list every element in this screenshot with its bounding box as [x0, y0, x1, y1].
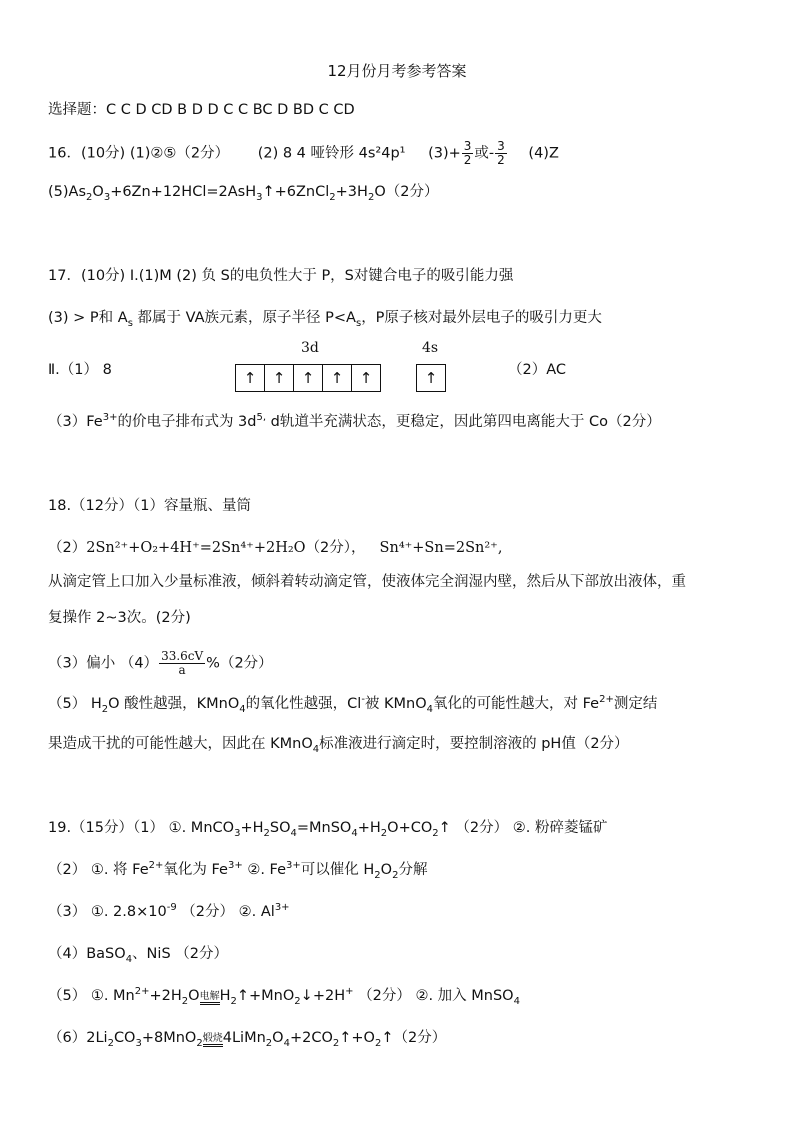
- sub: 3: [256, 191, 263, 203]
- condition-label: 电解: [199, 991, 220, 1002]
- t: 氧化的可能性越大，对 Fe: [433, 696, 600, 712]
- q19-line4: [48, 944, 228, 964]
- t: 氧化为 Fe: [163, 862, 228, 878]
- t: O 酸性越强，KMnO: [108, 696, 240, 712]
- q16-or: 或-: [474, 145, 495, 162]
- q16-line1: [48, 140, 559, 167]
- t: （5） ①. Mn: [48, 988, 135, 1004]
- q16-part4: (4)Z: [528, 145, 559, 162]
- sub: 2: [392, 869, 399, 881]
- sub: 3: [234, 827, 241, 839]
- sub: 2: [374, 1037, 382, 1049]
- q18-line5: [48, 650, 273, 677]
- q18-line1: 18.（12分）（1）容量瓶、量筒: [48, 498, 251, 514]
- orbital-label-3d: 3d: [301, 340, 319, 356]
- t: O: [188, 988, 200, 1004]
- q16-p5-i: +3H: [335, 184, 368, 200]
- sub: 4: [125, 953, 133, 965]
- q17-line1: 17．(10分) Ⅰ.(1)M (2) 负 S的电负性大于 P，S对键合电子的吸引能力强: [48, 268, 514, 284]
- orbital-box: ↑: [322, 364, 352, 392]
- q18-frac-num: 33.6cV: [161, 649, 204, 663]
- t: 测定结: [613, 696, 658, 712]
- t: （4）BaSO: [48, 946, 126, 962]
- q19-line3: [48, 902, 290, 922]
- q16-line2: [48, 182, 438, 202]
- double-bar: [200, 1002, 220, 1005]
- t: ↑+MnO: [236, 988, 295, 1004]
- calcination-condition: [203, 1033, 223, 1052]
- q18-l5-a: （3）偏小 （4）: [48, 655, 159, 672]
- t: 19.（15分）（1） ①. MnCO: [48, 820, 235, 836]
- sub: s: [355, 317, 362, 329]
- sup: 3+: [227, 860, 243, 872]
- condition-label: 煅烧: [202, 1033, 223, 1044]
- q16-head: 16．(10分) (1)②⑤（2分）: [48, 145, 230, 162]
- sup: 2+: [599, 694, 614, 706]
- q17-l2-e: ，P原子核对最外层电子的吸引力更大: [361, 310, 602, 326]
- t: （6）2Li: [48, 1030, 108, 1046]
- t: 分解: [398, 862, 428, 878]
- t: ↓+2H: [300, 988, 346, 1004]
- sub: s: [127, 317, 133, 329]
- sup: 2+: [134, 986, 150, 998]
- sub: 2: [230, 995, 237, 1007]
- sub: 2: [181, 995, 189, 1007]
- t: +H: [240, 820, 264, 836]
- q18-l5-b: %（2分）: [206, 655, 273, 672]
- sup: 3+: [102, 412, 118, 424]
- q16-p5-k: O（2分）: [374, 184, 439, 200]
- sub: 2: [196, 1037, 203, 1049]
- t: （5） H: [48, 696, 102, 712]
- t: SO: [269, 820, 291, 836]
- q16-p5-c: O: [92, 184, 104, 200]
- t: 可以催化 H: [300, 862, 375, 878]
- t: ↑+O: [339, 1030, 375, 1046]
- choice-answers: 选择题：C C D CD B D D C C BC D BD C CD: [48, 102, 355, 118]
- q17-l2-c: 都属于 VA族元素，原子半径 P<A: [132, 310, 356, 326]
- q18-line4: 复操作 2~3次。(2分): [48, 610, 191, 626]
- q18-l2-a: （2）: [48, 540, 87, 556]
- t: 的氧化性越强，Cl: [245, 696, 362, 712]
- sub: 2: [380, 827, 388, 839]
- q17-l4-a: （3）Fe: [48, 414, 103, 430]
- q16-part3-prefix: (3): [428, 145, 449, 162]
- t: O: [380, 862, 393, 878]
- q17-l4-e: d轨道半充满状态，更稳定，因此第四电离能大于 Co（2分）: [266, 414, 661, 430]
- q16-part2: (2) 8 4 哑铃形 4s²4p¹: [257, 145, 406, 162]
- t: +2CO: [289, 1030, 333, 1046]
- sub: 4: [239, 703, 246, 715]
- q16-frac1-den: 2: [463, 153, 472, 167]
- sub: 2: [263, 827, 270, 839]
- orbital-box: ↑: [351, 364, 381, 392]
- orbital-box: ↑: [293, 364, 323, 392]
- q18-equation-1: 2Sn²⁺+O₂+4H⁺=2Sn⁴⁺+2H₂O: [86, 540, 306, 556]
- sub: 2: [432, 827, 439, 839]
- orbital-box: ↑: [264, 364, 294, 392]
- q18-line7: [48, 734, 629, 754]
- t: H: [219, 988, 231, 1004]
- double-bar: [203, 1044, 223, 1047]
- q19-line5: [48, 982, 520, 1010]
- sup: -: [361, 694, 365, 706]
- q17-line2: [48, 308, 602, 328]
- q19-line2: [48, 860, 427, 880]
- sub: 4: [426, 703, 434, 715]
- sub: 4: [290, 827, 297, 839]
- t: +8MnO: [141, 1030, 197, 1046]
- sup: -9: [166, 902, 177, 914]
- q16-plus: +: [448, 145, 461, 162]
- q18-equation-2: Sn⁴⁺+Sn=2Sn²⁺,: [379, 540, 503, 556]
- t: （2分） ②. 加入 MnSO: [353, 988, 514, 1004]
- t: +2H: [149, 988, 182, 1004]
- t: +H: [357, 820, 381, 836]
- q18-line3: 从滴定管上口加入少量标准液，倾斜着转动滴定管，使液体完全润湿内壁，然后从下部放出液体，重: [48, 574, 686, 590]
- q19-line1: [48, 818, 607, 838]
- q17-l2-a: (3) > P和 A: [48, 310, 128, 326]
- orbital-label-4s: 4s: [422, 340, 439, 356]
- electrolysis-condition: [200, 991, 220, 1010]
- sup: 5,: [256, 412, 267, 424]
- q16-p5-a: (5)As: [48, 184, 87, 200]
- sub: 2: [107, 1037, 114, 1049]
- t: （2分） ②. Al: [176, 904, 275, 920]
- q16-frac2-num: 3: [497, 139, 505, 153]
- sub: 4: [351, 827, 358, 839]
- q18-line2: [48, 538, 502, 558]
- sub: 2: [329, 191, 336, 203]
- sub: 2: [367, 191, 375, 203]
- q16-fraction-1: [462, 140, 474, 167]
- sub: 3: [103, 191, 111, 203]
- q18-l2-b: （2分），: [305, 540, 366, 556]
- sub: 4: [513, 995, 520, 1007]
- q16-fraction-2: [495, 140, 507, 167]
- q17-part2-1: Ⅱ.（1） 8: [48, 362, 112, 378]
- sub: 2: [101, 703, 109, 715]
- q17-part2-2: （2）AC: [508, 362, 567, 378]
- t: O+CO: [387, 820, 433, 836]
- q18-fraction: [159, 650, 205, 677]
- sub: 2: [265, 1037, 273, 1049]
- t: （3） ①. 2.8×10: [48, 904, 167, 920]
- t: 被 KMnO: [364, 696, 427, 712]
- orbital-boxes-4s: [416, 364, 446, 392]
- sub: 2: [294, 995, 301, 1007]
- q16-frac1-num: 3: [463, 139, 472, 153]
- t: ②. Fe: [242, 862, 287, 878]
- sup: 3+: [274, 902, 290, 914]
- sub: 4: [312, 743, 320, 755]
- t: =MnSO: [296, 820, 352, 836]
- q18-frac-den: a: [178, 663, 186, 677]
- page-title: 12月份月考参考答案: [327, 62, 467, 80]
- sub: 2: [86, 191, 93, 203]
- q16-p5-g: ↑+6ZnCl: [262, 184, 330, 200]
- orbital-boxes-3d: [235, 364, 381, 392]
- sup: 3+: [286, 860, 301, 872]
- q16-frac2-den: 2: [497, 153, 505, 167]
- q16-p5-e: +6Zn+12HCl=2AsH: [110, 184, 257, 200]
- sub: 3: [135, 1037, 142, 1049]
- sub: 2: [374, 869, 381, 881]
- q19-line6: [48, 1024, 446, 1052]
- t: CO: [113, 1030, 136, 1046]
- sup: +: [345, 986, 354, 998]
- t: 果造成干扰的可能性越大，因此在 KMnO: [48, 736, 313, 752]
- sup: 2+: [148, 860, 164, 872]
- t: 4LiMn: [222, 1030, 266, 1046]
- t: ↑ （2分） ②. 粉碎菱锰矿: [438, 820, 608, 836]
- orbital-box: ↑: [235, 364, 265, 392]
- t: 标准液进行滴定时，要控制溶液的 pH值（2分）: [319, 736, 629, 752]
- sub: 2: [332, 1037, 340, 1049]
- t: （2） ①. 将 Fe: [48, 862, 149, 878]
- q17-line4: [48, 412, 661, 432]
- q17-l4-c: 的价电子排布式为 3d: [117, 414, 257, 430]
- t: ↑（2分）: [381, 1030, 447, 1046]
- q18-line6: [48, 694, 657, 714]
- orbital-box: ↑: [416, 364, 446, 392]
- sub: 4: [283, 1037, 290, 1049]
- t: 、NiS （2分）: [132, 946, 228, 962]
- t: O: [272, 1030, 284, 1046]
